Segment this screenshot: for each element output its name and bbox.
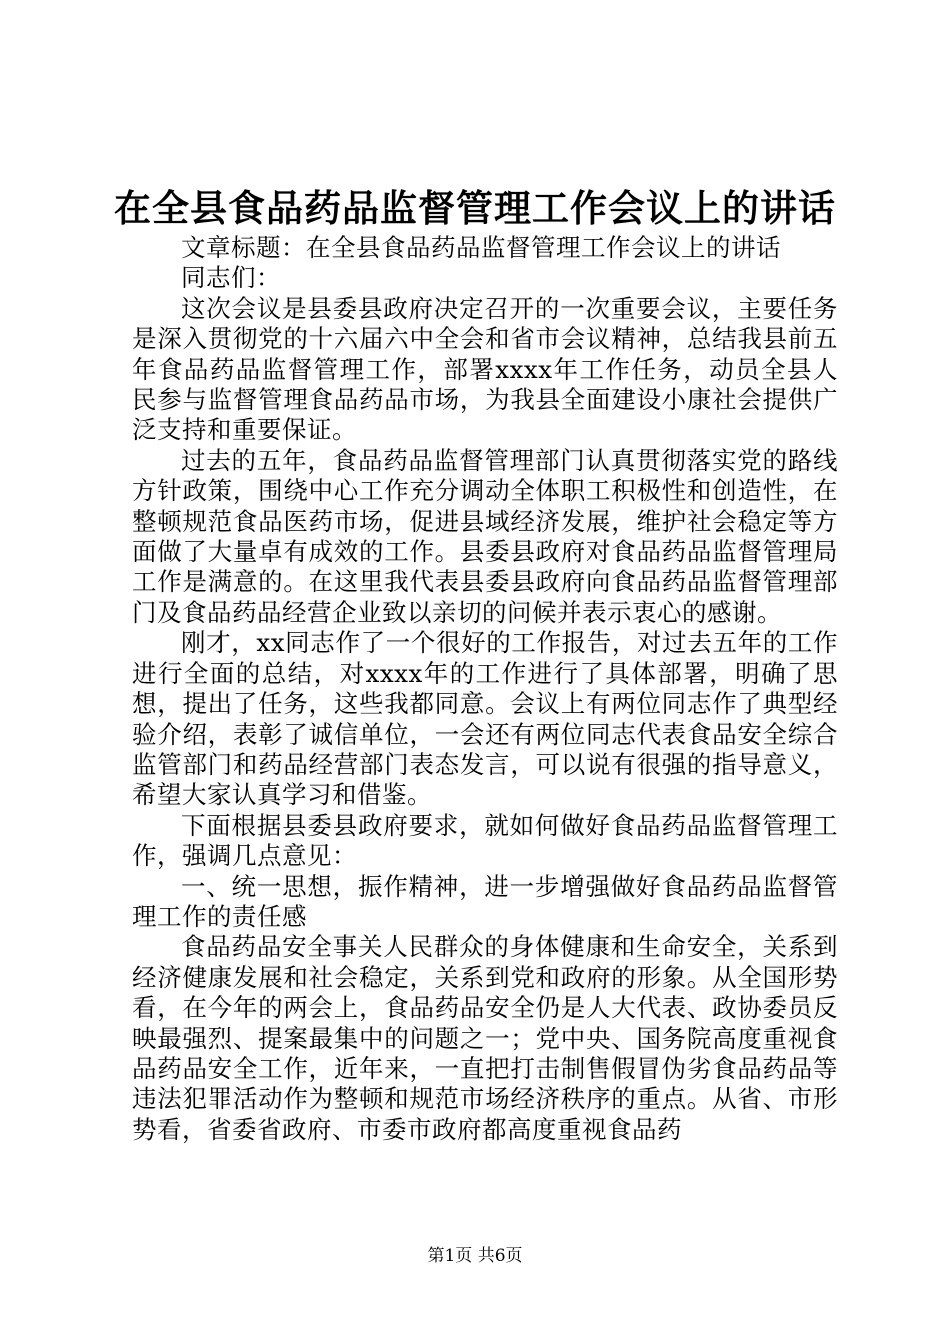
paragraph: 这次会议是县委县政府决定召开的一次重要会议，主要任务是深入贯彻党的十六届六中全会和省市会议精神，总结我县前五年食品药品监督管理工作，部署xxxx年工作任务，动员全县人民参与监督管理食品药品市场，为我县全面建设小康社会提供广泛支持和重要保证。 (132, 293, 838, 445)
paragraph: 下面根据县委县政府要求，就如何做好食品药品监督管理工作，强调几点意见： (132, 810, 838, 871)
paragraph: 过去的五年，食品药品监督管理部门认真贯彻落实党的路线方针政策，围绕中心工作充分调动全体职工积极性和创造性，在整顿规范食品医药市场，促进县域经济发展，维护社会稳定等方面做了大量卓有成效的工作。县委县政府对食品药品监督管理局工作是满意的。在这里我代表县委县政府向食品药品监督管理部门及食品药品经营企业致以亲切的问候并表示衷心的感谢。 (132, 445, 838, 627)
document-title: 在全县食品药品监督管理工作会议上的讲话 (114, 186, 836, 230)
document-body (132, 233, 838, 1145)
paragraph: 刚才，xx同志作了一个很好的工作报告，对过去五年的工作进行全面的总结，对xxxx年的工作进行了具体部署，明确了思想，提出了任务，这些我都同意。会议上有两位同志作了典型经验介绍，表彰了诚信单位，一会还有两位同志代表食品安全综合监管部门和药品经营部门表态发言，可以说有很强的指导意义，希望大家认真学习和借鉴。 (132, 628, 838, 810)
article-title-line: 文章标题：在全县食品药品监督管理工作会议上的讲话 (181, 233, 781, 262)
section-heading: 一、统一思想，振作精神，进一步增强做好食品药品监督管理工作的责任感 (132, 871, 838, 931)
paragraph: 食品药品安全事关人民群众的身体健康和生命安全，关系到经济健康发展和社会稳定，关系到党和政府的形象。从全国形势看，在今年的两会上，食品药品安全仍是人大代表、政协委员反映最强烈、提案最集中的问题之一；党中央、国务院高度重视食品药品安全工作，近年来，一直把打击制售假冒伪劣食品药品等违法犯罪活动作为整顿和规范市场经济秩序的重点。从省、市形势看，省委省政府、市委市政府都高度重视食品药 (132, 932, 838, 1144)
salutation: 同志们： (181, 263, 281, 293)
page-number-footer: 第1页 共6页 (427, 1246, 523, 1266)
